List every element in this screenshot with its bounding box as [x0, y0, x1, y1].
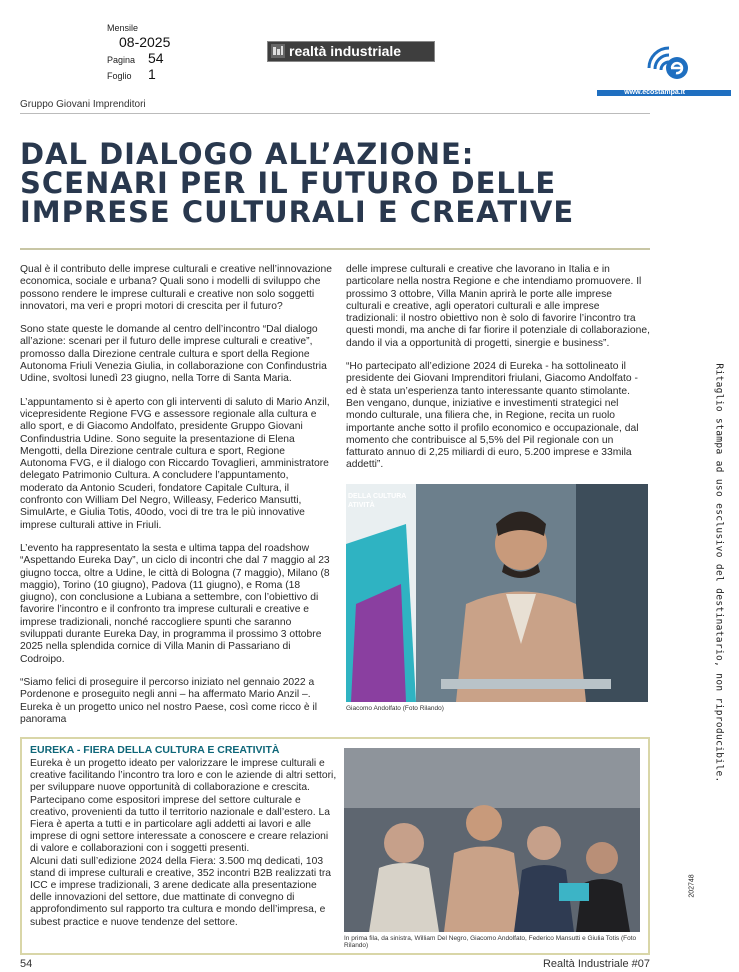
photo-caption: Giacomo Andolfato (Foto Rilando) [346, 705, 444, 712]
agency-bar [597, 90, 731, 96]
footer-page-number: 54 [20, 958, 33, 970]
article-paragraph: L’evento ha rappresentato la sesta e ultima tappa del roadshow “Aspettando Eureka Day”, un ciclo di incontri che dal 7 maggio al 23 giugno tocca, oltre a Udine, le città di Bologna (7 maggio), Milano (8 maggio), Torino (10 giugno), Padova (11 giugno), e Roma (18 giugno), con conclusione a Lubiana a settembre, con l’obiettivo di favorire l’incontro e il confronto tra imprese culturali e creative e imprese tradizionali, nonché raccogliere spunti che saranno sviluppati durante Eureka Day, in programma il prossimo 3 ottobre 2025 nella splendida cornice di Villa Manin di Passariano di Codroipo. [20, 542, 330, 665]
article-paragraph: L’appuntamento si è aperto con gli interventi di saluto di Mario Anzil, vicepresidente Regione FVG e assessore regionale alla cultura e allo sport, e di Giacomo Andolfato, presidente Gruppo Giovani Confindustria Udine. Sono seguite la presentazione di Elena Mengotti, della Direzione centrale cultura e sport, Regione Autonoma FVG, e il dialogo con Riccardo Tovaglieri, amministratore delegato Patrimonio Cultura. A concludere l’appuntamento, moderato da Antonio Scuderi, fondatore Capitale Cultura, il confronto con William Del Negro, Willeasy, Federico Mansutti, SimulArte, e Giulia Totis, 40odo, voci di tre tra le più innovative imprese culturali attive in Friuli. [20, 396, 330, 531]
page-value: 54 [148, 50, 164, 66]
article-paragraph: “Ho partecipato all’edizione 2024 di Eureka - ha sottolineato il presidente dei Giovani Imprenditori friulani, Giacomo Andolfato - ed è stata un’esperienza tanto interessante quanto stimolante. Ben vengano, dunque, iniziative e investimenti strategici nel mondo culturale, una filiera che, in Regione, recita un ruolo importante anche sotto il profilo economico e occupazionale, dal momento che contribuisce al 5,5% del Pil regionale con un fatturato annuo di 2,25 miliardi di euro, 5.200 imprese e 33mila addetti”. [346, 361, 639, 471]
ecostampa-logo-icon [645, 38, 691, 80]
speaker-photo-illustration [346, 484, 648, 702]
article-paragraph: “Siamo felici di proseguire il percorso iniziato nel gennaio 2022 a Pordenone e proseguito negli anni – ha affermato Mario Anzil –. Eureka è un progetto unico nel nostro Paese, così come ricco è il panorama [20, 676, 318, 725]
page-footer [20, 958, 650, 972]
frequency-label: Mensile [107, 23, 139, 33]
audience-photo [344, 748, 640, 932]
speaker-photo [346, 484, 648, 702]
usage-note [712, 345, 726, 800]
info-box-text: Eureka è un progetto ideato per valorizzare le imprese culturali e creative facilitando l’incontro tra loro e con le aziende di altri settori, per sviluppare nuove opportunità di collaborazione e crescita. Partecipano come espositori imprese del settore culturale e creativo, provenienti da tutto il territorio nazionale e dall’estero. La Fiera è aperta a tutti e in particolare agli addetti ai lavori e alle imprese di ogni settore interessate a conoscere e creare relazioni di valore e collaborazioni con i soggetti presenti. Alcuni dati sull’edizione 2024 della Fiera: 3.500 mq dedicati, 103 stand di imprese culturali e creative, 352 incontri B2B realizzati tra ICC e imprese tradizionali, 3 arene dedicate alla presentazione delle innovazioni del settore, due mattinate di convegno di approfondimento sul rapporto tra cultura e mondo dell’impresa, e subest practice e nuove tendenze del settore. [30, 758, 337, 928]
headline-line-2: SCENARI PER IL FUTURO DELLE [20, 166, 557, 200]
event-banner-text: DELLA CULTURA ATIVITÀ [348, 493, 407, 509]
publication-name: realtà industriale [289, 43, 402, 59]
agency-url: www.ecostampa.it [624, 89, 685, 96]
info-box-title: EUREKA - FIERA DELLA CULTURA E CREATIVITÀ [30, 744, 280, 756]
headline-line-1: DAL DIALOGO ALL’AZIONE: [20, 137, 475, 171]
article-paragraph: Qual è il contributo delle imprese culturali e creative nell’innovazione economica, sociale e urbana? Quali sono i modelli di sviluppo che possono rendere le imprese culturali e creative non solo soggetti innovatori, ma veri e propri motori di crescita per il futuro? [20, 264, 332, 312]
headline-line-3: IMPRESE CULTURALI E CREATIVE [20, 195, 575, 229]
audience-photo-caption: In prima fila, da sinistra, William Del Negro, Giacomo Andolfato, Federico Mansutti e Giulia Totis (Foto Rilando) [344, 935, 637, 949]
audience-photo-illustration [344, 748, 640, 932]
headline [20, 137, 640, 229]
article-paragraph: delle imprese culturali e creative che lavorano in Italia e in particolare nella nostra Regione e che intendiamo promuovere. Il prossimo 3 ottobre, Villa Manin aprirà le porte alle imprese culturali e creative, agli operatori culturali e alle imprese tradizionali: il nostro obiettivo non è solo di favorire l’incontro tra questi mondi, ma anche di far fiorire il potenziale di collaborazione, dando il via a opportunità di progetti, sinergie e business”. [346, 264, 650, 349]
section-label: Gruppo Giovani Imprenditori [20, 99, 146, 110]
sheet-label: Foglio [107, 71, 132, 81]
article-column-2 [346, 264, 650, 483]
sheet-value: 1 [148, 66, 156, 82]
page-label: Pagina [107, 55, 136, 65]
usage-note-text: Ritaglio stampa ad uso esclusivo del destinatario, non riproducibile. [713, 362, 725, 783]
document-code-text: 202748 [688, 874, 696, 898]
divider [20, 113, 650, 114]
publication-masthead [267, 41, 435, 62]
article-paragraph: Sono state queste le domande al centro dell’incontro “Dal dialogo all’azione: scenari per il futuro delle imprese culturali e creative”, promosso dalla Direzione centrale cultura e sport della Regione Autonoma Friuli Venezia Giulia, in collaborazione con Confindustria Udine, svoltosi lunedì 23 giugno, nella Torre di Santa Maria. [20, 324, 327, 385]
article-column-1 [20, 264, 333, 737]
divider [20, 248, 650, 250]
issue-date: 08-2025 [119, 34, 171, 50]
footer-running-title: Realtà Industriale #07 [542, 958, 650, 970]
document-code [686, 868, 698, 904]
publication-logo-icon [271, 44, 285, 58]
